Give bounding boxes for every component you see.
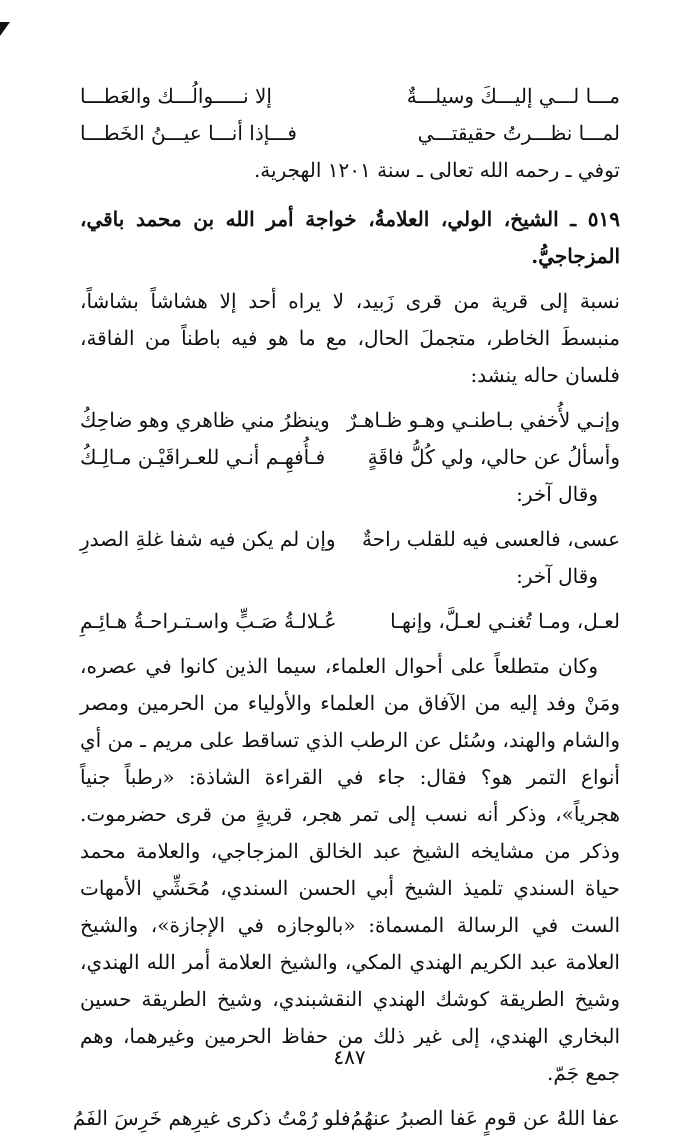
verse-hemistich: إلا نـــــوالُـــك والعَطـــا	[80, 84, 272, 108]
verse-line-6	[80, 603, 620, 640]
verse-hemistich: فـــإذا أنـــا عيـــنُ الخَطـــا	[80, 121, 297, 145]
book-page	[72, 78, 620, 1137]
verse-line-5	[80, 521, 620, 558]
verse-line-3	[80, 402, 620, 439]
page-number: ٤٨٧	[333, 1045, 366, 1069]
verse-hemistich: عفا اللهُ عن قومٍ عَفا الصبرُ عنهُمُ	[350, 1106, 620, 1130]
verse-hemistich: وإنـي لأُخفي بـاطنـي وهـو ظـاهـرٌ	[346, 408, 620, 432]
verse-line-2	[80, 115, 620, 152]
verse-line-1	[80, 78, 620, 115]
page-corner-mark	[0, 22, 10, 36]
verse-hemistich: لمـــا نظـــرتُ حقيقتـــي	[417, 121, 620, 145]
verse-hemistich: عُـلالـةُ صَـبٍّ واسـتـراحـةُ هـائِـمِ	[80, 609, 337, 633]
main-paragraph: وكان متطلعاً على أحوال العلماء، سيما الذين كانوا في عصره، ومَنْ وفد إليه من الآفاق من العلماء والأولياء من الحرمين ومصر والشام والهند، وسُئل عن الرطب الذي تساقط على مريم ـ من أي أنواع التمر هو؟ فقال: جاء في القراءة الشاذة: «رطباً جنياً هجرياً»، وذكر أنه نسب إلى تمر هجر، قريةٍ من قرى حضرموت. وذكر من مشايخه الشيخ عبد الخالق المزجاجي، والعلامة محمد حياة السندي تلميذ الشيخ أبي الحسن السندي، مُحَشِّي الأمهات الست في الرسالة المسماة: «بالوجازه في الإجازة»، والشيخ العلامة عبد الكريم الهندي المكي، والشيخ العلامة أمر الله الهندي، وشيخ الطريقة كوشك الهندي النقشبندي، وشيخ الطريقة حسين البخاري الهندي، إلى غير ذلك من حفاظ الحرمين وغيرهما، وهم جمع جَمّ.	[80, 654, 620, 1085]
verse-hemistich: لعـل، ومـا تُغنـي لعـلَّ، وإنهـا	[390, 609, 620, 633]
entry-intro: نسبة إلى قرية من قرى زَبيد، لا يراه أحد إلا هشاشاً بشاشاً، منبسطَ الخاطر، متجملَ الحال، مع ما هو فيه باطناً من الفاقة، فلسان حاله ينشد:	[80, 289, 620, 387]
verse-hemistich: فـأُفهِـم أنـي للعـراقَيْـن مـالِـكُ	[80, 445, 326, 469]
verse-hemistich: وإن لم يكن فيه شفا غلةِ الصدرِ	[80, 527, 336, 551]
another-said-label: وقال آخر:	[516, 564, 598, 588]
verse-line-4	[80, 439, 620, 476]
verse-line-7	[72, 1100, 620, 1137]
verse-hemistich: مـــا لـــي إليـــكَ وسيلـــةٌ	[406, 84, 620, 108]
verse-hemistich: فلو رُمْتُ ذكرى غيرِهم خَرِسَ الفَمُ	[72, 1106, 351, 1130]
verse-hemistich: وأسألُ عن حالي، ولي كُلُّ فاقَةٍ	[367, 445, 620, 469]
death-note: توفي ـ رحمه الله تعالى ـ سنة ١٢٠١ الهجرية.	[253, 158, 620, 182]
verse-hemistich: عسى، فالعسى فيه للقلب راحةٌ	[362, 527, 620, 551]
entry-heading: ٥١٩ ـ الشيخ، الولي، العلامةُ، خواجة أمر الله بن محمد باقي، المزجاجيُّ.	[80, 207, 620, 268]
verse-hemistich: وينظرُ مني ظاهري وهو ضاحِكُ	[80, 408, 330, 432]
another-said-label: وقال آخر:	[516, 482, 598, 506]
